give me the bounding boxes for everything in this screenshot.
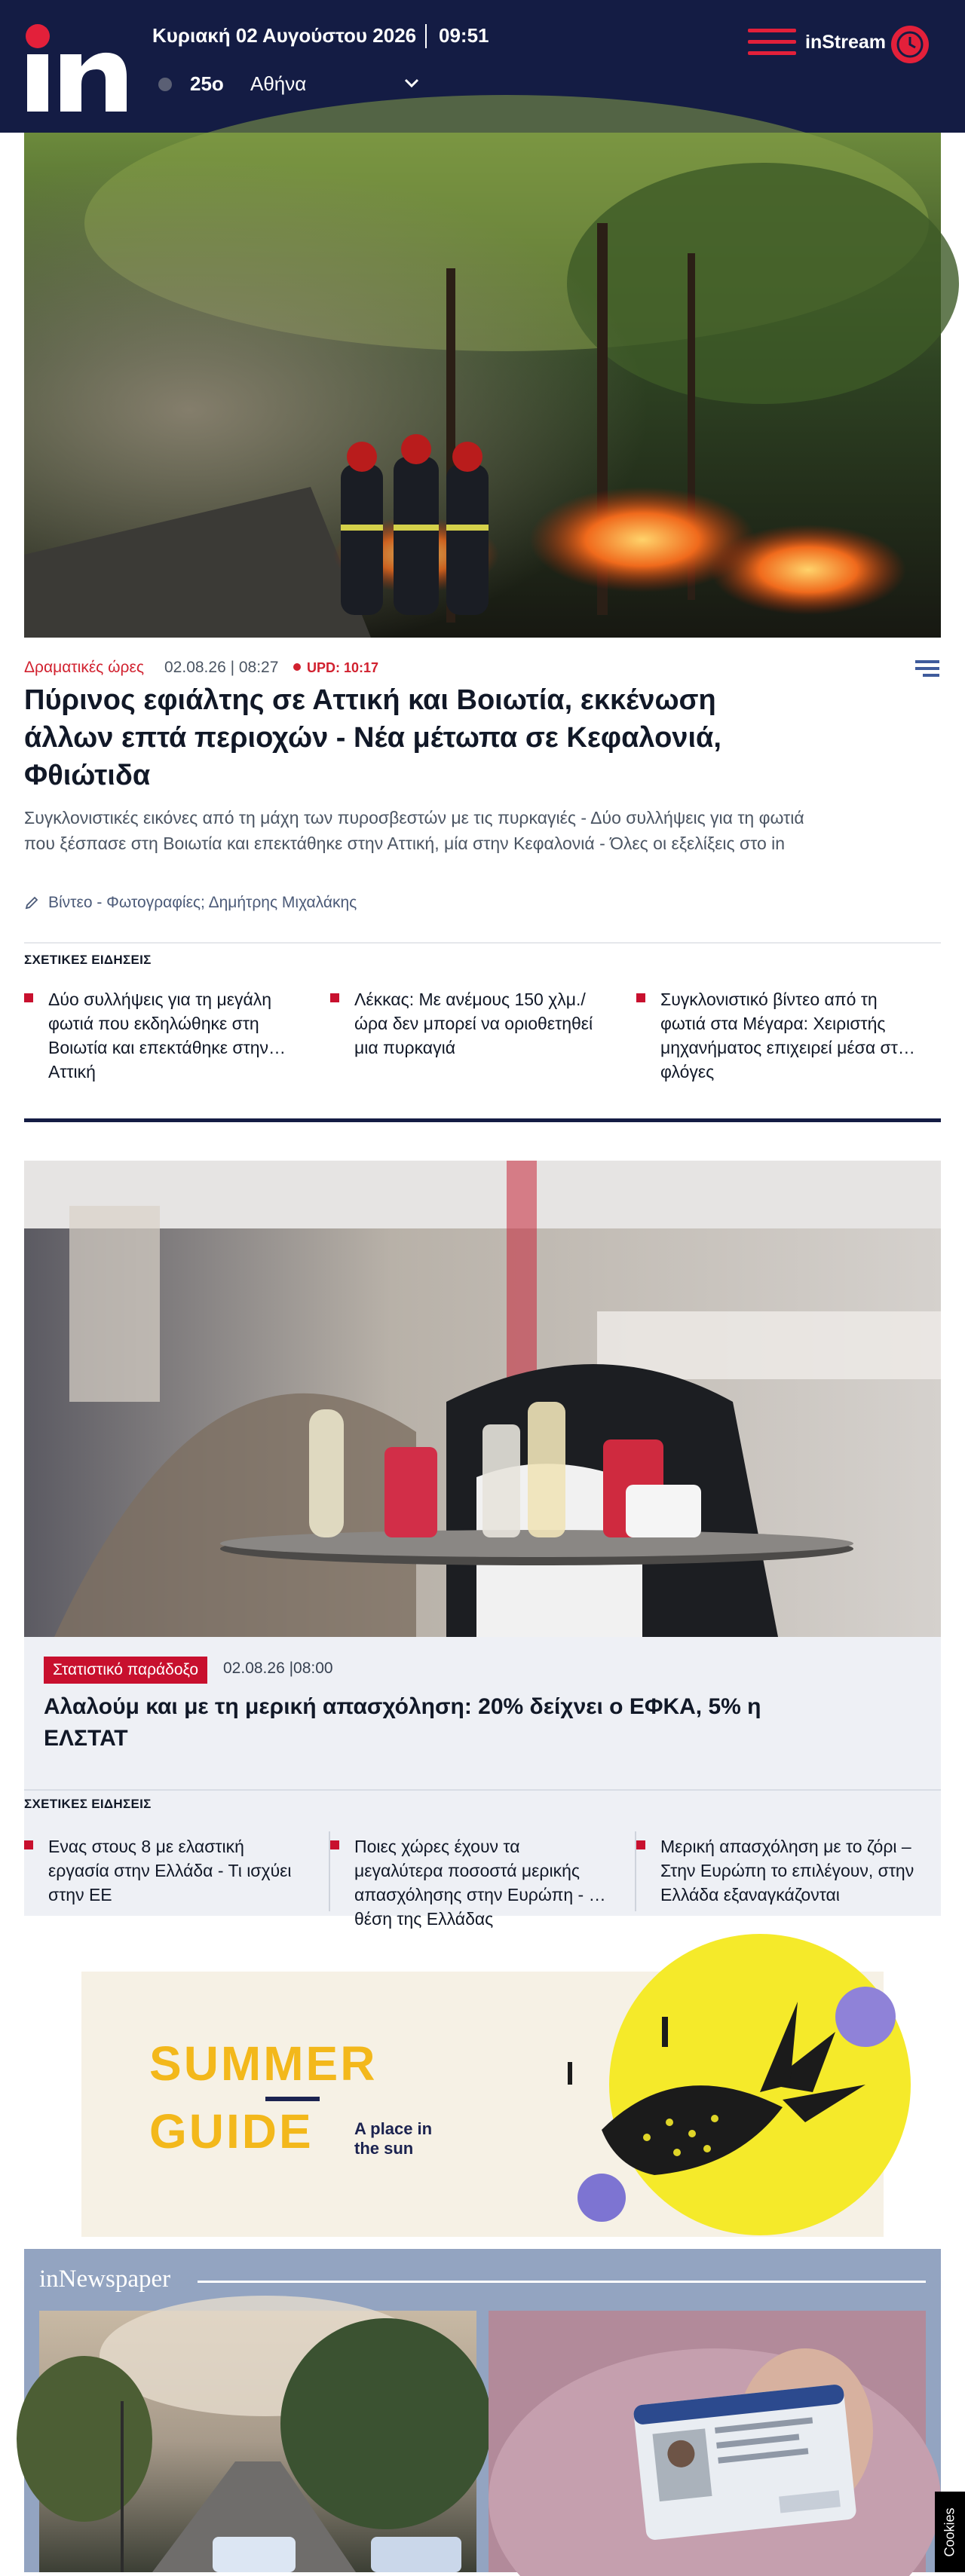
ad-tagline: A place in the sun	[354, 2119, 433, 2158]
related-news-item[interactable]: Δύο συλλήψεις για τη μεγάλη φωτιά που εκδηλώθηκε στη Βοιωτία και επεκτάθηκε στην Αττική	[24, 987, 305, 1060]
related-news-item[interactable]: Συγκλονιστικό βίντεο από τη φωτιά στα Μέγαρα: Χειριστής μηχανήματος επιχειρεί μέσα στις φλόγες	[636, 987, 917, 1060]
hero-image[interactable]	[24, 133, 941, 638]
pencil-icon	[24, 895, 39, 910]
chevron-down-icon[interactable]	[401, 72, 422, 93]
list-icon[interactable]	[915, 660, 939, 678]
newspaper-rule	[198, 2281, 926, 2283]
related-news-label: ΣΧΕΤΙΚΕΣ ΕΙΔΗΣΕΙΣ	[24, 1797, 152, 1811]
hamburger-menu-icon[interactable]	[748, 29, 796, 59]
ad-headline: SUMMER	[149, 2036, 378, 2091]
story-headline[interactable]: Αλαλούμ και με τη μερική απασχόληση: 20% δείχνει ο ΕΦΚΑ, 5% η ΕΛΣΤΑΤ	[44, 1694, 761, 1751]
newspaper-image-left[interactable]	[39, 2311, 476, 2572]
hero-category[interactable]: Δραματικές ώρες	[24, 659, 144, 676]
related-news-item[interactable]: Λέκκας: Με ανέμους 150 χλμ./ώρα δεν μπορεί να οριοθετηθεί μια πυρκαγιά	[330, 987, 611, 1060]
weather-icon	[158, 78, 172, 91]
cookies-button[interactable]: Cookies	[935, 2492, 965, 2572]
story-category-badge[interactable]: Στατιστικό παράδοξο	[44, 1657, 207, 1684]
clock-icon[interactable]	[890, 24, 930, 65]
divider	[24, 1789, 941, 1791]
hero-date-time: 02.08.26 | 08:27	[164, 659, 279, 676]
related-news-label: ΣΧΕΤΙΚΕΣ ΕΙΔΗΣΕΙΣ	[24, 953, 152, 967]
pineapple-illustration	[511, 1972, 884, 2237]
hero-update-time: UPD: 10:17	[307, 660, 379, 675]
weather-city-select[interactable]: Αθήνα	[250, 72, 307, 95]
story-date-time: 02.08.26 |08:00	[223, 1660, 333, 1677]
instream-link[interactable]: inStream	[805, 32, 886, 53]
header-time: 09:51	[439, 24, 489, 47]
related-news-item[interactable]: Ποιες χώρες έχουν τα μεγαλύτερα ποσοστά μερικής απασχόλησης στην Ευρώπη - Η θέση της Ελλάδας	[330, 1834, 611, 1907]
divider	[24, 942, 941, 944]
newspaper-image-right[interactable]	[489, 2311, 926, 2572]
hero-headline[interactable]: Πύρινος εφιάλτης σε Αττική και Βοιωτία, εκκένωση άλλων επτά περιοχών - Νέα μέτωπα σε Κεφαλονιά, Φθιώτιδα	[24, 684, 721, 791]
story-image[interactable]	[24, 1161, 941, 1637]
related-news-item[interactable]: Μερική απασχόληση με το ζόρι – Στην Ευρώπη το επιλέγουν, στην Ελλάδα εξαναγκάζονται	[636, 1834, 917, 1907]
advertisement-banner[interactable]	[81, 1972, 884, 2237]
ad-headline-2: GUIDE	[149, 2104, 314, 2158]
newspaper-title[interactable]: inNewspaper	[39, 2265, 171, 2293]
weather-temperature: 25o	[190, 72, 224, 95]
related-news-item[interactable]: Ενας στους 8 με ελαστική εργασία στην Ελλάδα - Τι ισχύει στην ΕΕ	[24, 1834, 305, 1907]
section-divider	[24, 1118, 941, 1122]
site-logo[interactable]	[24, 23, 130, 113]
update-dot-icon	[293, 663, 301, 671]
hero-author: Βίντεο - Φωτογραφίες; Δημήτρης Μιχαλάκης	[48, 894, 357, 911]
hero-summary: Συγκλονιστικές εικόνες από τη μάχη των πυροσβεστών με τις πυρκαγιές - Δύο συλλήψεις για τη φωτιά που ξέσπασε στη Βοιωτία και επεκτάθηκε στην Αττική, μία στην Κεφαλονιά - Όλες οι εξελίξεις στο in	[24, 808, 804, 853]
header-separator	[425, 24, 427, 48]
ad-rule	[265, 2097, 320, 2101]
header-date: Κυριακή 02 Αυγούστου 2026	[152, 24, 417, 47]
